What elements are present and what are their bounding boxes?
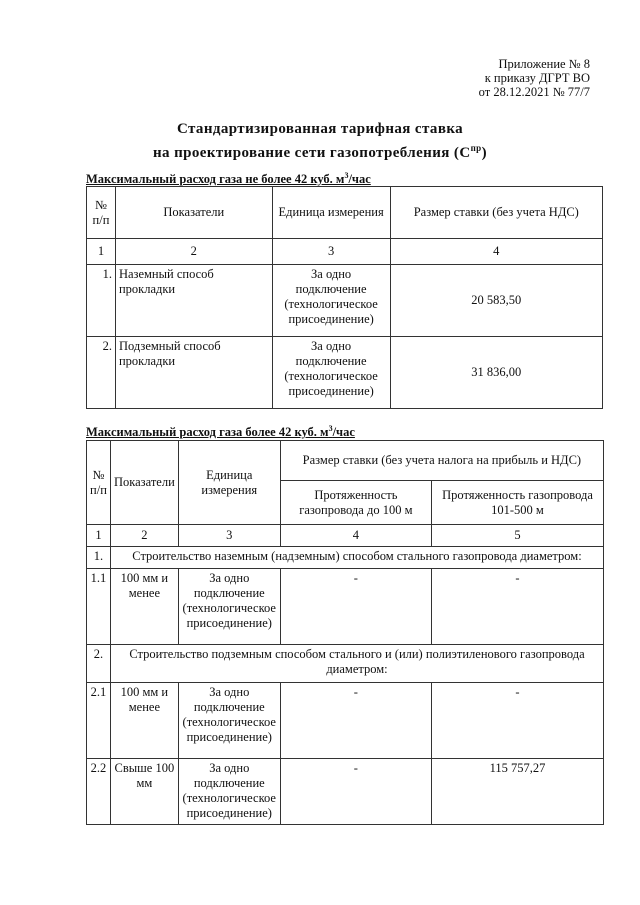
group-num: 1. <box>87 547 111 569</box>
row-value: 31 836,00 <box>390 337 602 409</box>
col-number: 3 <box>272 239 390 265</box>
title-line-2-text: на проектирование сети газопотребления (С <box>153 145 471 161</box>
row-value-2: - <box>431 569 603 645</box>
header-unit: Единица измерения <box>272 187 390 239</box>
title-line-2 <box>0 139 640 163</box>
row-value-1: - <box>280 683 431 759</box>
section1-heading-sup: 3 <box>344 171 349 180</box>
col-number: 1 <box>87 525 111 547</box>
title-superscript: пр <box>470 143 482 153</box>
header-unit: Единица измерения <box>178 441 280 525</box>
row-indicator: Свыше 100 мм <box>110 759 178 825</box>
row-value-2: - <box>431 683 603 759</box>
header-rate: Размер ставки (без учета налога на прибыль и НДС) <box>280 441 603 481</box>
col-number: 3 <box>178 525 280 547</box>
row-num: 1.1 <box>87 569 111 645</box>
header-num: № п/п <box>87 187 116 239</box>
row-unit: За одно подключение (технологическое присоединение) <box>178 569 280 645</box>
document-title <box>0 120 640 163</box>
table-row <box>87 265 603 337</box>
header-length-100: Протяженность газопровода до 100 м <box>280 481 431 525</box>
col-number: 2 <box>115 239 272 265</box>
section1-heading <box>86 171 371 187</box>
col-number: 5 <box>431 525 603 547</box>
header-indicators: Показатели <box>110 441 178 525</box>
section2-heading-tail: /час <box>332 425 355 440</box>
row-unit: За одно подключение (технологическое присоединение) <box>272 265 390 337</box>
section1-heading-text: Максимальный расход газа не более 42 куб. м <box>86 172 345 187</box>
title-close: ) <box>481 145 487 161</box>
table-large-flow <box>86 440 604 825</box>
title-line-1: Стандартизированная тарифная ставка <box>176 121 464 137</box>
row-indicator: 100 мм и менее <box>110 569 178 645</box>
appendix-line-3: от 28.12.2021 № 77/7 <box>478 85 590 99</box>
section1-heading-tail: /час <box>348 172 371 187</box>
row-unit: За одно подключение (технологическое присоединение) <box>272 337 390 409</box>
col-number: 4 <box>280 525 431 547</box>
group-title: Строительство подземным способом стального и (или) полиэтиленового газопровода диаметром: <box>110 645 603 683</box>
row-num: 2.2 <box>87 759 111 825</box>
appendix-note <box>479 57 590 99</box>
table-small-flow <box>86 186 603 409</box>
header-length-101-500: Протяженность газопровода 101-500 м <box>431 481 603 525</box>
row-indicator: Наземный способ прокладки <box>115 265 272 337</box>
row-unit: За одно подключение (технологическое присоединение) <box>178 759 280 825</box>
row-unit: За одно подключение (технологическое присоединение) <box>178 683 280 759</box>
table-row <box>87 337 603 409</box>
row-num: 2. <box>87 337 116 409</box>
table-row <box>87 759 604 825</box>
row-indicator: 100 мм и менее <box>110 683 178 759</box>
col-number: 2 <box>110 525 178 547</box>
col-number: 1 <box>87 239 116 265</box>
row-value-2: 115 757,27 <box>431 759 603 825</box>
group-num: 2. <box>87 645 111 683</box>
header-indicators: Показатели <box>115 187 272 239</box>
group-row <box>87 645 604 683</box>
row-value-1: - <box>280 759 431 825</box>
row-num: 1. <box>87 265 116 337</box>
group-title: Строительство наземным (надземным) способом стального газопровода диаметром: <box>110 547 603 569</box>
row-indicator: Подземный способ прокладки <box>115 337 272 409</box>
col-number: 4 <box>390 239 602 265</box>
row-num: 2.1 <box>87 683 111 759</box>
appendix-line-2: к приказу ДГРТ ВО <box>484 71 590 85</box>
group-row <box>87 547 604 569</box>
row-value: 20 583,50 <box>390 265 602 337</box>
header-num: № п/п <box>87 441 111 525</box>
section2-heading-text: Максимальный расход газа более 42 куб. м <box>86 425 329 440</box>
row-value-1: - <box>280 569 431 645</box>
section2-heading <box>86 424 355 440</box>
header-rate: Размер ставки (без учета НДС) <box>390 187 602 239</box>
appendix-line-1: Приложение № 8 <box>498 57 590 71</box>
section2-heading-sup: 3 <box>328 424 333 433</box>
table-row <box>87 569 604 645</box>
table-row <box>87 683 604 759</box>
